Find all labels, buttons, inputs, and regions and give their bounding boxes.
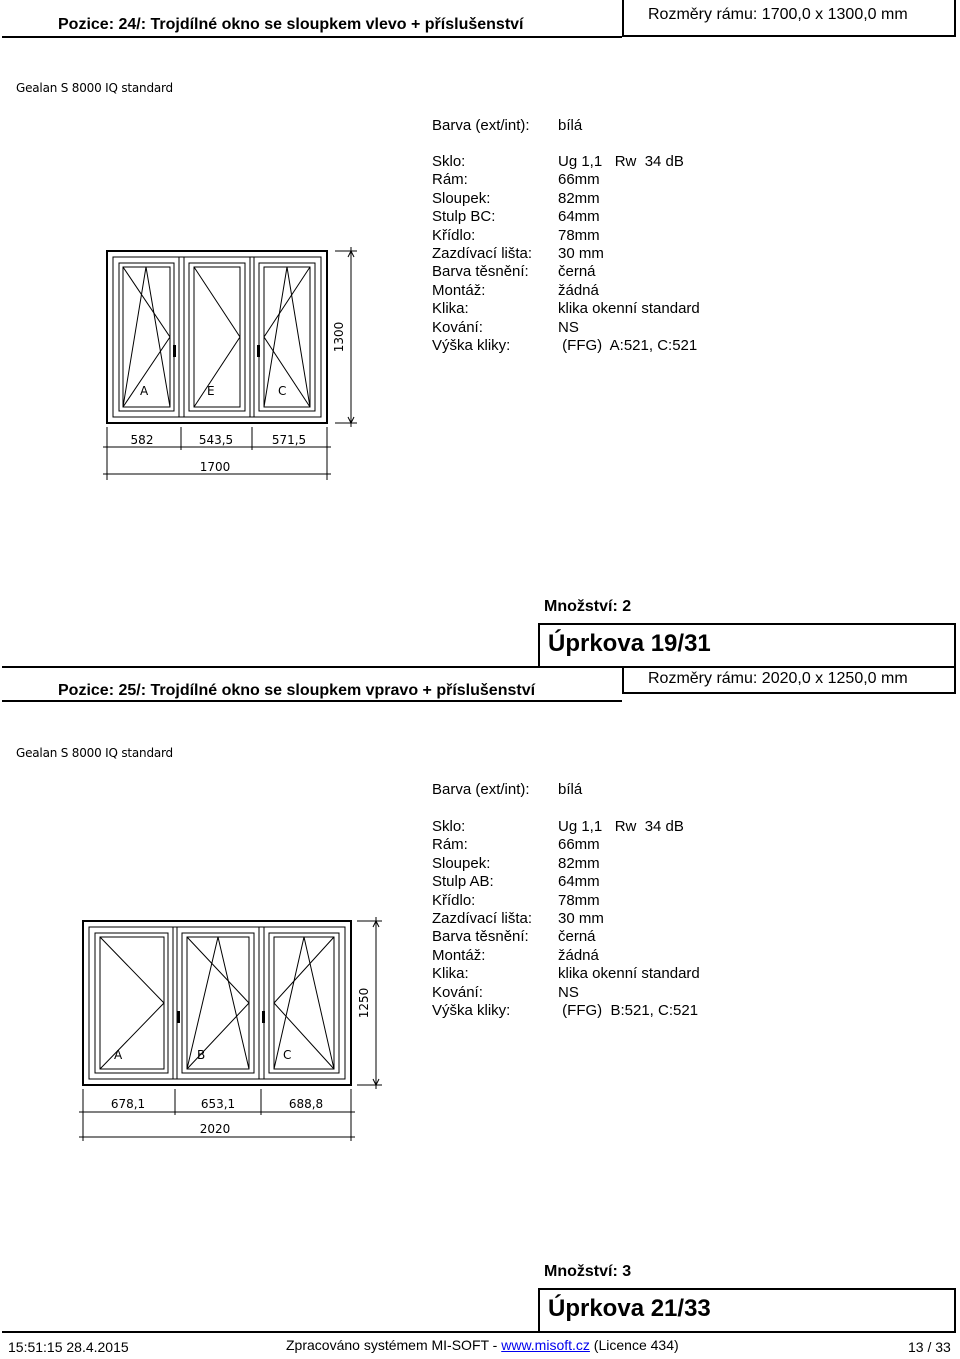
prop-label: Montáž:: [432, 281, 486, 299]
window-drawing: [72, 915, 392, 1145]
prop-label: Stulp BC:: [432, 208, 496, 226]
prop-value: 64mm: [558, 208, 600, 226]
prop-value: 66mm: [558, 171, 600, 189]
segment-label: 571,5: [271, 433, 307, 447]
width-label: 1700: [199, 460, 231, 474]
footer-license: (Licence 434): [589, 1337, 679, 1353]
footer-timestamp: 15:51:15 28.4.2015: [8, 1339, 129, 1355]
page-number: 13 / 33: [908, 1339, 951, 1355]
prop-value: žádná: [558, 946, 599, 964]
prop-value: Ug 1,1 Rw 34 dB: [558, 153, 684, 170]
color-label: Barva (ext/int):: [432, 781, 530, 798]
sash-label: E: [207, 384, 215, 398]
footer-credit: [286, 1337, 679, 1353]
segment-label: 582: [130, 433, 154, 447]
prop-value: černá: [558, 928, 596, 946]
prop-value: 82mm: [558, 854, 600, 872]
prop-value: (FFG) B:521, C:521: [558, 1002, 699, 1019]
segment-label: 653,1: [200, 1097, 236, 1111]
prop-label: Klika:: [432, 300, 469, 318]
address-label: Úprkova 19/31: [538, 623, 956, 667]
prop-value: 30 mm: [558, 910, 604, 927]
quantity: Množství: 2: [544, 598, 632, 615]
prop-value: (FFG) A:521, C:521: [558, 337, 698, 354]
address-label: Úprkova 21/33: [538, 1288, 956, 1332]
prop-label: Kování:: [432, 318, 483, 336]
footer-processed: Zpracováno systémem MI-SOFT -: [286, 1337, 502, 1353]
footer-link[interactable]: www.misoft.cz: [501, 1337, 590, 1353]
sash-label: A: [140, 384, 149, 398]
prop-label: Sloupek:: [432, 189, 491, 207]
prop-label: Rám:: [432, 836, 468, 854]
footer-divider: [2, 1331, 956, 1333]
prop-label: Montáž:: [432, 946, 486, 964]
sash-label: C: [283, 1048, 292, 1062]
prop-label: Sklo:: [432, 153, 466, 170]
prop-value: klika okenní standard: [558, 300, 700, 318]
position-title: Pozice: 25/: Trojdílné okno se sloupkem vpravo + příslušenství: [58, 682, 536, 699]
prop-label: Křídlo:: [432, 891, 476, 909]
prop-value: 66mm: [558, 836, 600, 854]
frame-dimensions: Rozměry rámu: 2020,0 x 1250,0 mm: [622, 666, 956, 694]
properties-block: [432, 117, 752, 367]
profile-brand: Gealan S 8000 IQ standard: [16, 81, 173, 95]
profile-brand: Gealan S 8000 IQ standard: [16, 746, 173, 760]
position-title: Pozice: 24/: Trojdílné okno se sloupkem vlevo + příslušenství: [58, 16, 524, 33]
prop-label: Barva těsnění:: [432, 928, 529, 946]
window-drawing: [95, 245, 365, 485]
segment-label: 543,5: [198, 433, 234, 447]
prop-value: 82mm: [558, 189, 600, 207]
prop-label: Zazdívací lišta:: [432, 245, 533, 262]
prop-value: 64mm: [558, 873, 600, 891]
prop-label: Stulp AB:: [432, 873, 494, 891]
sash-label: B: [197, 1048, 206, 1062]
prop-label: Kování:: [432, 983, 483, 1001]
segment-label: 678,1: [110, 1097, 146, 1111]
frame-dimensions: Rozměry rámu: 1700,0 x 1300,0 mm: [622, 0, 956, 37]
quantity: Množství: 3: [544, 1263, 632, 1280]
sash-label: C: [278, 384, 287, 398]
prop-value: klika okenní standard: [558, 965, 700, 983]
color-value: bílá: [558, 117, 583, 134]
prop-value: žádná: [558, 281, 599, 299]
properties-block: [432, 781, 752, 1031]
width-label: 2020: [199, 1122, 231, 1136]
height-label: 1250: [357, 987, 371, 1019]
prop-label: Výška kliky:: [432, 337, 511, 354]
height-label: 1300: [332, 321, 346, 353]
prop-value: NS: [558, 983, 579, 1001]
prop-value: 30 mm: [558, 245, 604, 262]
segment-label: 688,8: [288, 1097, 324, 1111]
prop-label: Barva těsnění:: [432, 263, 529, 281]
divider: [2, 700, 622, 702]
prop-label: Křídlo:: [432, 226, 476, 244]
sash-label: A: [114, 1048, 123, 1062]
divider: [2, 36, 622, 38]
prop-label: Sklo:: [432, 818, 466, 835]
prop-label: Zazdívací lišta:: [432, 910, 533, 927]
prop-label: Rám:: [432, 171, 468, 189]
color-label: Barva (ext/int):: [432, 117, 530, 134]
prop-value: Ug 1,1 Rw 34 dB: [558, 818, 684, 835]
prop-value: 78mm: [558, 226, 600, 244]
prop-value: NS: [558, 318, 579, 336]
prop-label: Sloupek:: [432, 854, 491, 872]
prop-label: Výška kliky:: [432, 1002, 511, 1019]
color-value: bílá: [558, 781, 583, 798]
prop-value: černá: [558, 263, 596, 281]
prop-value: 78mm: [558, 891, 600, 909]
prop-label: Klika:: [432, 965, 469, 983]
